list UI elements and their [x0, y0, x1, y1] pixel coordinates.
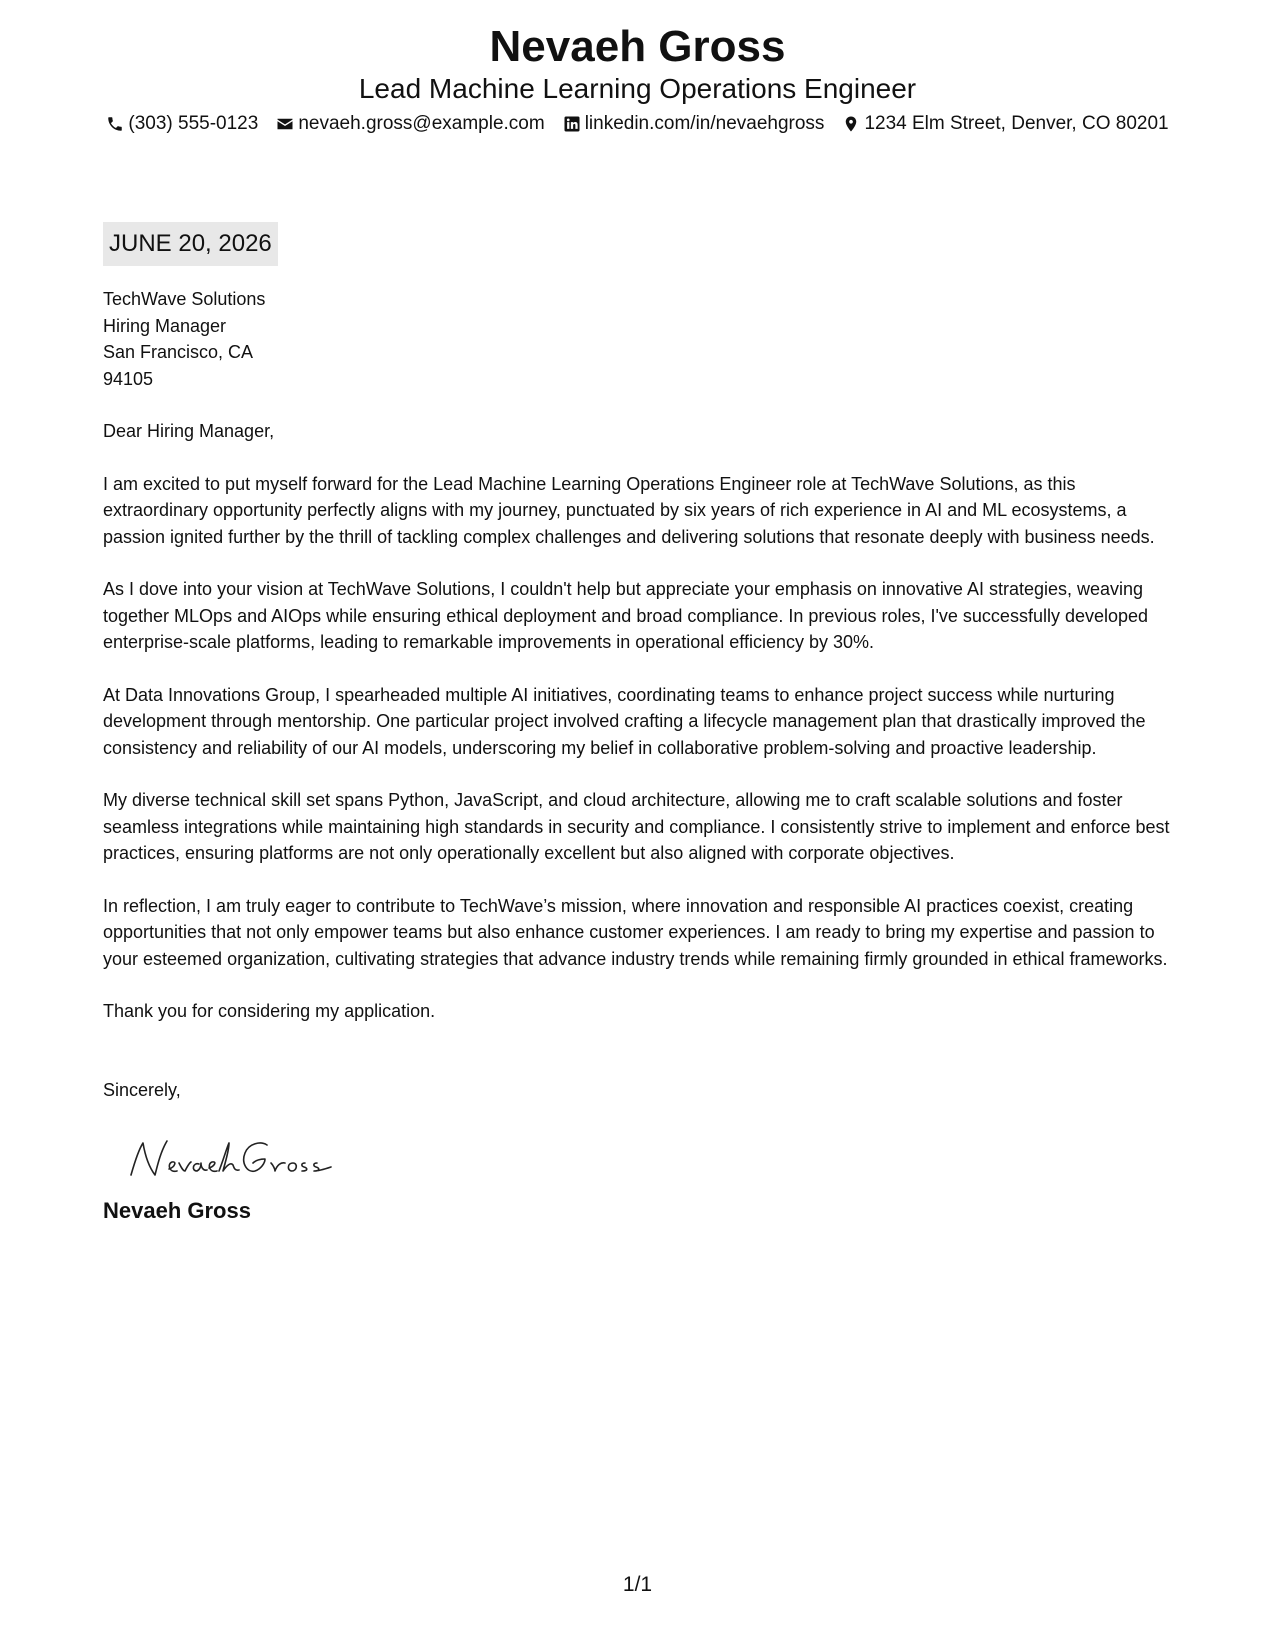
body-paragraph: As I dove into your vision at TechWave Solutions, I couldn't help but appreciate your emphasis on innovative AI strategies, weaving together MLOps and AIOps while ensuring ethical deployment and broad compliance. In previous roles, I've successfully developed enterprise-scale platforms, leading to remarkable improvements in operational efficiency by 30%. — [103, 579, 1149, 652]
email-text: nevaeh.gross@example.com — [298, 113, 545, 134]
recipient-role: Hiring Manager — [103, 315, 227, 336]
signed-name: Nevaeh Gross — [103, 1198, 251, 1223]
address-text: 1234 Elm Street, Denver, CO 80201 — [864, 113, 1169, 134]
contact-bar — [0, 112, 1275, 136]
body-paragraph: I am excited to put myself forward for the Lead Machine Learning Operations Engineer role at TechWave Solutions, as this extraordinary opportunity perfectly aligns with my journey, punctuated by six years of rich experience in AI and ML ecosystems, a passion ignited further by the thrill of tackling complex challenges and delivering solutions that resonate deeply with business needs. — [103, 473, 1155, 547]
contact-address — [842, 112, 1168, 136]
recipient-zip: 94105 — [103, 368, 154, 389]
phone-icon — [106, 115, 124, 133]
handwritten-signature — [125, 1131, 355, 1187]
contact-email[interactable] — [276, 112, 544, 136]
letter-date: JUNE 20, 2026 — [103, 222, 278, 266]
signoff: Sincerely, — [103, 1079, 181, 1100]
map-pin-icon — [842, 115, 860, 133]
contact-linkedin[interactable] — [563, 112, 825, 136]
recipient-block — [103, 286, 1173, 392]
contact-phone — [106, 112, 258, 136]
recipient-city: San Francisco, CA — [103, 342, 254, 362]
page-number: 1/1 — [622, 1573, 653, 1596]
recipient-company: TechWave Solutions — [103, 289, 266, 309]
envelope-icon — [276, 115, 294, 133]
salutation: Dear Hiring Manager, — [103, 421, 275, 441]
body-paragraph: My diverse technical skill set spans Python, JavaScript, and cloud architecture, allowing me to craft scalable solutions and foster seamless integrations while maintaining high standards in security and compliance. I consistently strive to implement and enforce best practices, ensuring platforms are not only operationally excellent but also aligned with corporate objectives. — [103, 790, 1170, 863]
sender-name: Nevaeh Gross — [489, 22, 786, 71]
body-paragraph: At Data Innovations Group, I spearheaded multiple AI initiatives, coordinating teams to enhance project success while nurturing development through mentorship. One particular project involved crafting a lifecycle management plan that drastically improved the consistency and reliability of our AI models, underscoring my belief in collaborative problem-solving and proactive leadership. — [103, 684, 1146, 758]
letter-header — [0, 22, 1275, 136]
body-paragraph: In reflection, I am truly eager to contribute to TechWave’s mission, where innovation and responsible AI practices coexist, creating opportunities that not only empower teams but also enhance customer experiences. I am ready to bring my expertise and passion to your esteemed organization, cultivating strategies that advance industry trends while remaining firmly grounded in ethical frameworks. — [103, 895, 1168, 969]
closing-line: Thank you for considering my application. — [103, 1001, 436, 1021]
letter-body — [103, 286, 1173, 1225]
linkedin-text: linkedin.com/in/nevaehgross — [584, 113, 825, 134]
phone-text: (303) 555-0123 — [128, 113, 259, 134]
linkedin-icon — [563, 115, 581, 133]
sender-title: Lead Machine Learning Operations Engineer — [358, 73, 917, 104]
